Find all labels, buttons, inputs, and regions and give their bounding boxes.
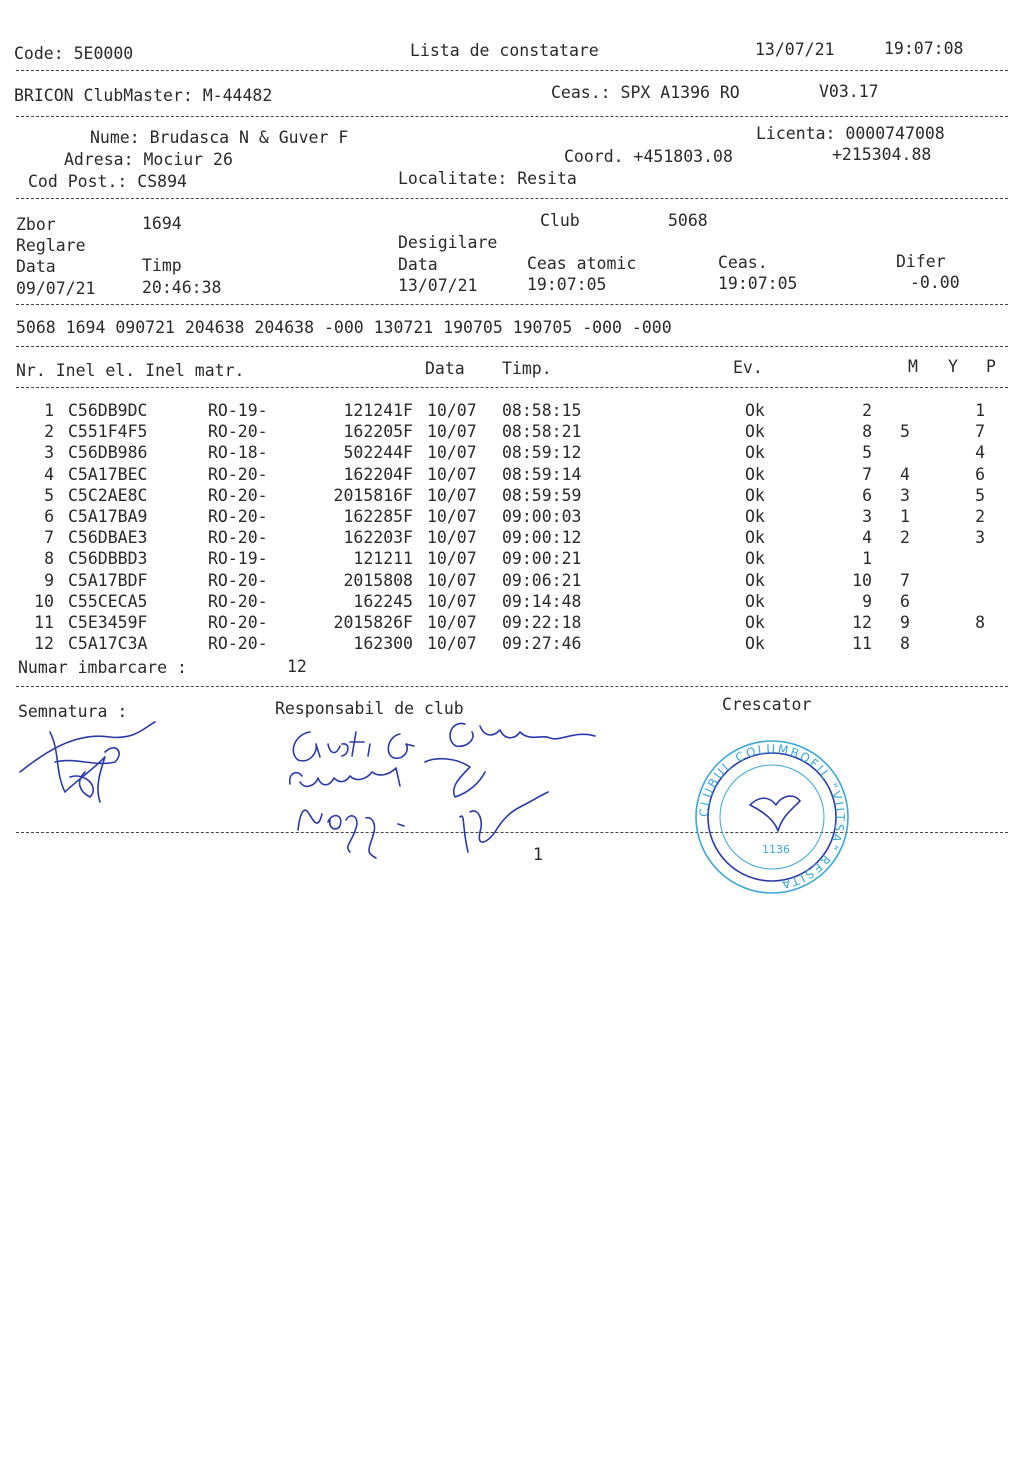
ceas-label-2: Ceas. [718, 253, 768, 272]
col-header-data: Data [425, 359, 465, 378]
table-row [0, 530, 1024, 551]
divider [16, 304, 1008, 305]
table-row [0, 615, 1024, 636]
cell-nr: 2 [44, 422, 54, 442]
cell-timp: 09:22:18 [502, 613, 582, 632]
reglare-label: Reglare [16, 236, 86, 255]
club-stamp [690, 735, 855, 904]
col-header-m: M [908, 357, 918, 376]
cell-data: 10/07 [427, 570, 477, 590]
col-header-p: P [986, 357, 996, 376]
club-label: Club [540, 211, 580, 230]
cell-m: 6 [862, 485, 872, 505]
club-value: 5068 [668, 211, 708, 230]
cell-nr: 6 [44, 507, 54, 526]
ceas-atomic-value: 19:07:05 [527, 275, 607, 294]
cell-timp: 08:58:21 [502, 422, 582, 442]
cell-pre: RO-20- [208, 591, 268, 611]
cell-pre: RO-19- [208, 549, 268, 569]
cell-p: 8 [975, 613, 985, 632]
coord-field: Coord. +451803.08 [564, 147, 733, 166]
cell-nr: 11 [34, 613, 54, 632]
cell-nr: 12 [34, 634, 54, 654]
coord2-field: +215304.88 [832, 145, 932, 164]
cell-matr: 502244F [343, 443, 413, 463]
cell-y: 4 [900, 464, 910, 484]
cell-matr: 162285F [343, 507, 413, 526]
crescator-label: Crescator [722, 695, 812, 714]
cell-m: 4 [862, 528, 872, 548]
header-time: 19:07:08 [884, 39, 964, 58]
owner-signature [15, 712, 165, 816]
code-line: 5068 1694 090721 204638 204638 -000 130721 190705 190705 -000 -000 [16, 318, 672, 337]
reglare-data: 09/07/21 [16, 279, 96, 298]
cell-pre: RO-20- [208, 613, 268, 632]
cell-data: 10/07 [427, 464, 477, 484]
cell-matr: 2015808 [343, 570, 413, 590]
cell-data: 10/07 [427, 485, 477, 505]
cell-inel: C5A17BA9 [68, 507, 148, 526]
cell-ev: Ok [745, 443, 765, 463]
cell-nr: 10 [34, 591, 54, 611]
cell-pre: RO-20- [208, 528, 268, 548]
reglare-timp: 20:46:38 [142, 278, 222, 297]
cell-pre: RO-19- [208, 401, 268, 420]
cell-inel: C56DBAE3 [68, 528, 148, 548]
ceas-atomic-label: Ceas atomic [527, 254, 637, 273]
cell-ev: Ok [745, 570, 765, 590]
cell-matr: 162204F [343, 464, 413, 484]
cell-timp: 09:06:21 [502, 570, 582, 590]
table-row [0, 445, 1024, 466]
cell-y: 3 [900, 485, 910, 505]
cell-p: 3 [975, 528, 985, 548]
club-signatures [280, 712, 610, 866]
table-row [0, 464, 1024, 488]
cell-m: 7 [862, 464, 872, 484]
cell-p: 2 [975, 507, 985, 526]
desigilare-data: 13/07/21 [398, 276, 478, 295]
cell-p: 7 [975, 422, 985, 442]
cell-data: 10/07 [427, 401, 477, 420]
nume-field: Nume: Brudasca N & Guver F [90, 128, 349, 147]
cell-m: 12 [852, 613, 872, 632]
cell-ev: Ok [745, 613, 765, 632]
cell-timp: 09:00:21 [502, 549, 582, 569]
col-header-nr-inel: Nr. Inel el. Inel matr. [16, 361, 245, 380]
cell-m: 1 [862, 549, 872, 569]
cell-ev: Ok [745, 591, 765, 611]
divider [16, 70, 1008, 71]
cell-y: 5 [900, 422, 910, 442]
table-row [0, 403, 1024, 424]
cell-ev: Ok [745, 464, 765, 484]
divider [16, 116, 1008, 117]
cell-p: 4 [975, 443, 985, 463]
stamp-inner-text: 1136 [762, 843, 790, 856]
cell-ev: Ok [745, 401, 765, 420]
ceas-label: Ceas.: SPX A1396 RO [551, 83, 740, 102]
cell-data: 10/07 [427, 613, 477, 632]
cell-m: 8 [862, 422, 872, 442]
localitate-field: Localitate: Resita [398, 169, 577, 188]
zbor-label: Zbor [16, 215, 56, 234]
cell-pre: RO-20- [208, 422, 268, 442]
adresa-field: Adresa: Mociur 26 [64, 150, 233, 169]
col-header-timp: Timp. [502, 359, 552, 378]
cell-ev: Ok [745, 549, 765, 569]
cell-m: 10 [852, 570, 872, 590]
cell-matr: 2015826F [333, 613, 413, 632]
cell-inel: C56DB986 [68, 443, 148, 463]
cell-nr: 4 [44, 464, 54, 484]
cell-y: 2 [900, 528, 910, 548]
cell-data: 10/07 [427, 443, 477, 463]
cell-inel: C5A17BDF [68, 570, 148, 590]
cell-nr: 7 [44, 528, 54, 548]
code-label: Code: 5E0000 [14, 44, 134, 63]
cell-inel: C56DBBD3 [68, 549, 148, 569]
data2-label: Data [398, 255, 438, 274]
col-header-y: Y [948, 357, 958, 376]
data-label: Data [16, 257, 56, 276]
numar-imbarcare-label: Numar imbarcare : [18, 658, 187, 677]
cell-pre: RO-18- [208, 443, 268, 463]
cell-pre: RO-20- [208, 507, 268, 526]
table-row [0, 636, 1024, 657]
cell-timp: 08:59:59 [502, 485, 582, 505]
divider [16, 387, 1008, 388]
timp-label: Timp [142, 256, 182, 275]
cell-matr: 2015816F [333, 485, 413, 505]
table-row [0, 485, 1024, 509]
cell-m: 2 [862, 401, 872, 420]
table-row [0, 570, 1024, 594]
cell-y: 7 [900, 570, 910, 590]
cell-m: 5 [862, 443, 872, 463]
licenta-field: Licenta: 0000747008 [756, 124, 945, 143]
cell-timp: 08:59:14 [502, 464, 582, 484]
table-row [0, 551, 1024, 572]
cell-matr: 121211 [353, 549, 413, 569]
cell-y: 9 [900, 613, 910, 632]
divider [16, 346, 1008, 347]
codpost-field: Cod Post.: CS894 [28, 172, 187, 191]
cell-pre: RO-20- [208, 464, 268, 484]
cell-data: 10/07 [427, 634, 477, 654]
header-date: 13/07/21 [755, 40, 835, 59]
table-row [0, 424, 1024, 445]
stamp-outer-text: CLUBUL COLUMBOFIL "VIITSA" RESITA [696, 741, 848, 892]
cell-matr: 162205F [343, 422, 413, 442]
cell-inel: C5A17BEC [68, 464, 148, 484]
cell-matr: 162245 [353, 591, 413, 611]
cell-timp: 09:27:46 [502, 634, 582, 654]
cell-data: 10/07 [427, 507, 477, 526]
cell-y: 1 [900, 507, 910, 526]
cell-p: 6 [975, 464, 985, 484]
cell-inel: C55CECA5 [68, 591, 148, 611]
numar-imbarcare-value: 12 [287, 657, 307, 676]
difer-value: -0.00 [910, 273, 960, 292]
cell-m: 9 [862, 591, 872, 611]
cell-ev: Ok [745, 634, 765, 654]
cell-m: 11 [852, 634, 872, 654]
cell-m: 3 [862, 507, 872, 526]
clubmaster-label: BRICON ClubMaster: M-44482 [14, 86, 273, 105]
document-title: Lista de constatare [410, 41, 599, 60]
page-number: 1 [533, 845, 543, 864]
cell-timp: 08:59:12 [502, 443, 582, 463]
cell-ev: Ok [745, 422, 765, 442]
cell-data: 10/07 [427, 422, 477, 442]
semnatura-label: Semnatura : [18, 702, 128, 721]
table-row [0, 509, 1024, 530]
cell-nr: 8 [44, 549, 54, 569]
cell-pre: RO-20- [208, 570, 268, 590]
cell-timp: 08:58:15 [502, 401, 582, 420]
cell-data: 10/07 [427, 549, 477, 569]
cell-nr: 9 [44, 570, 54, 590]
cell-data: 10/07 [427, 591, 477, 611]
cell-p: 5 [975, 485, 985, 505]
cell-data: 10/07 [427, 528, 477, 548]
cell-ev: Ok [745, 507, 765, 526]
cell-timp: 09:00:03 [502, 507, 582, 526]
cell-y: 6 [900, 591, 910, 611]
cell-nr: 1 [44, 401, 54, 420]
cell-timp: 09:14:48 [502, 591, 582, 611]
table-row [0, 591, 1024, 615]
cell-pre: RO-20- [208, 634, 268, 654]
cell-inel: C5C2AE8C [68, 485, 148, 505]
cell-p: 1 [975, 401, 985, 420]
divider [16, 686, 1008, 687]
cell-nr: 5 [44, 485, 54, 505]
cell-y: 8 [900, 634, 910, 654]
responsabil-label: Responsabil de club [275, 699, 464, 718]
col-header-ev: Ev. [733, 358, 763, 377]
cell-inel: C56DB9DC [68, 401, 148, 420]
divider [16, 198, 1008, 199]
desigilare-label: Desigilare [398, 233, 498, 252]
ceas-value: 19:07:05 [718, 274, 798, 293]
cell-inel: C551F4F5 [68, 422, 148, 442]
cell-inel: C5E3459F [68, 613, 148, 632]
cell-matr: 121241F [343, 401, 413, 420]
cell-ev: Ok [745, 485, 765, 505]
zbor-value: 1694 [142, 214, 182, 233]
cell-matr: 162300 [353, 634, 413, 654]
difer-label: Difer [896, 252, 946, 271]
cell-matr: 162203F [343, 528, 413, 548]
cell-timp: 09:00:12 [502, 528, 582, 548]
cell-pre: RO-20- [208, 485, 268, 505]
cell-nr: 3 [44, 443, 54, 463]
cell-inel: C5A17C3A [68, 634, 148, 654]
cell-ev: Ok [745, 528, 765, 548]
version-label: V03.17 [819, 82, 879, 101]
